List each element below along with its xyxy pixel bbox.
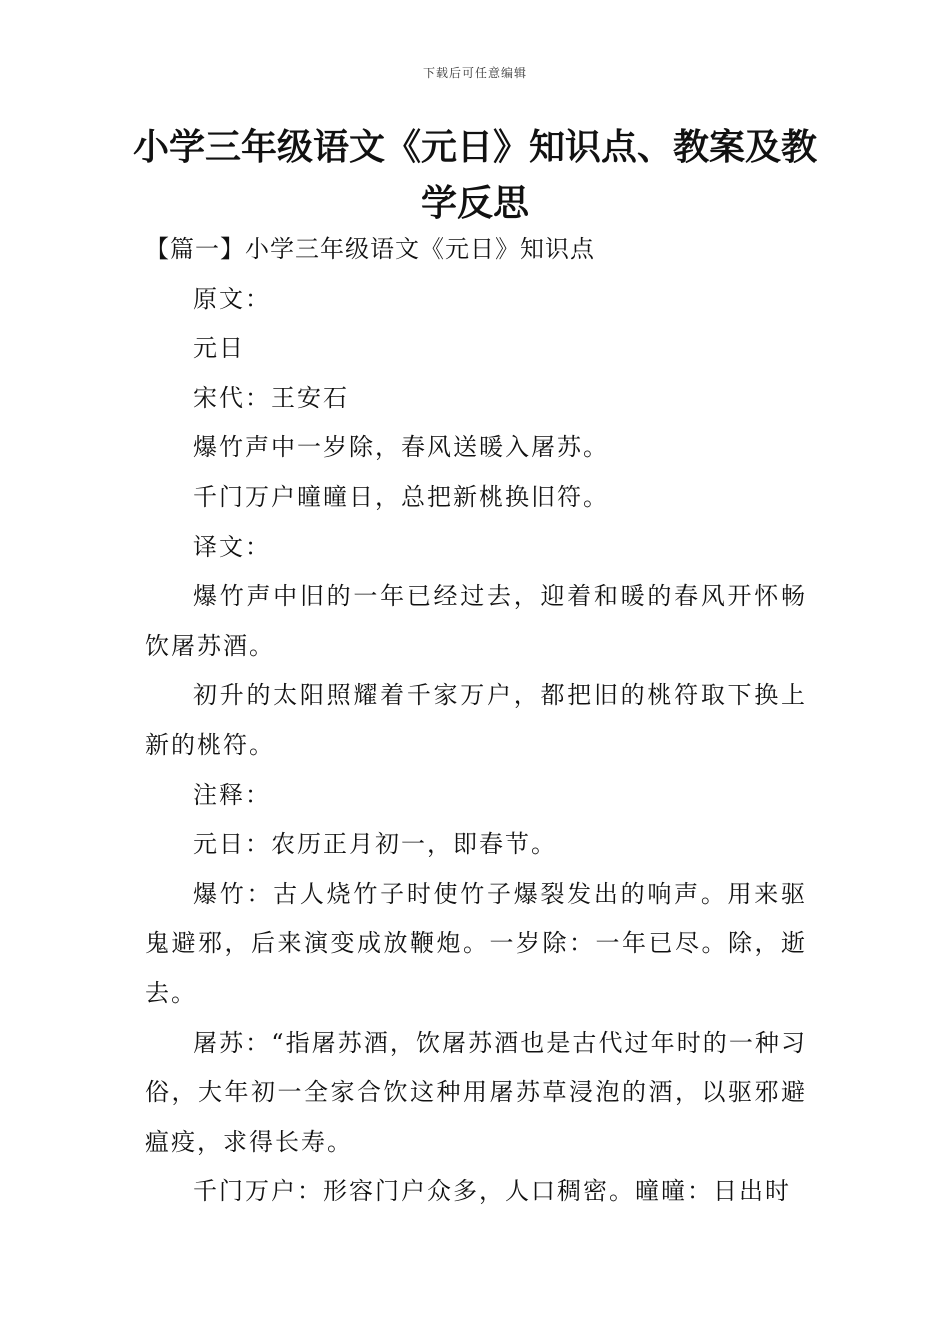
paragraph-notes-label: 注释：	[193, 780, 271, 809]
paragraph-translation-label: 译文：	[193, 532, 271, 561]
section-heading: 【篇一】小学三年级语文《元日》知识点	[145, 235, 595, 263]
paragraph-translation-1: 爆竹声中旧的一年已经过去，迎着和暖的春风开怀畅饮屠苏酒。	[145, 582, 807, 660]
paragraph-poem-title: 元日	[193, 334, 245, 363]
paragraph-note-yuanri: 元日：农历正月初一，即春节。	[193, 830, 557, 859]
paragraph-note-baozhu: 爆竹：古人烧竹子时使竹子爆裂发出的响声。用来驱鬼避邪，后来演变成放鞭炮。一岁除：一年已尽。除，逝去。	[145, 879, 807, 1007]
paragraph-note-qianmen: 千门万户：形容门户众多，人口稠密。曈曈：日出时	[193, 1177, 791, 1206]
paragraph-poem-line-1: 爆竹声中一岁除，春风送暖入屠苏。	[193, 433, 609, 462]
paragraph-translation-2: 初升的太阳照耀着千家万户，都把旧的桃符取下换上新的桃符。	[145, 681, 807, 759]
paragraph-poem-author: 宋代：王安石	[193, 383, 349, 412]
document-body	[145, 225, 807, 1217]
document-title: 小学三年级语文《元日》知识点、教案及教学反思	[132, 127, 817, 224]
page-header-note: 下载后可任意编辑	[422, 66, 527, 80]
paragraph-poem-line-2: 千门万户曈曈日，总把新桃换旧符。	[193, 482, 609, 511]
paragraph-note-tusu: 屠苏：“指屠苏酒，饮屠苏酒也是古代过年时的一种习俗，大年初一全家合饮这种用屠苏草浸泡的酒，以驱邪避瘟疫，求得长寿。	[145, 1028, 807, 1156]
paragraph-original-label: 原文：	[193, 284, 271, 313]
